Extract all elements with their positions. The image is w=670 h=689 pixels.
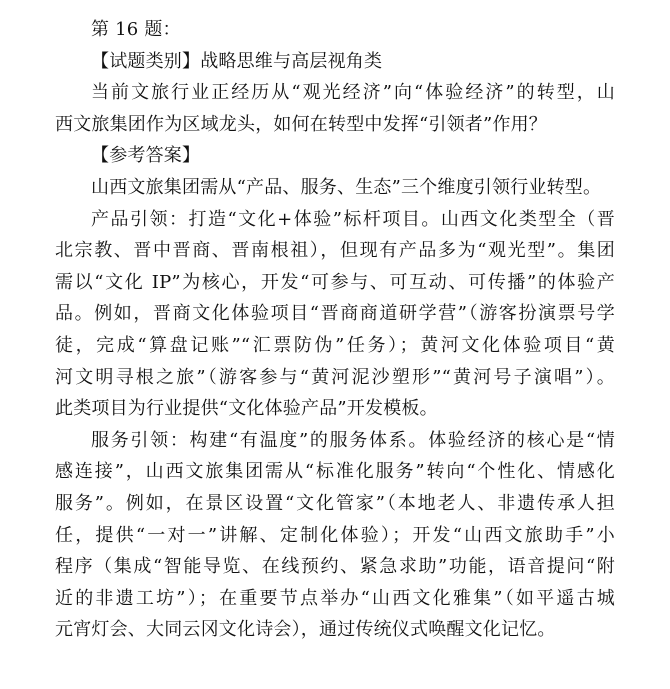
product-paragraph-line: 需以“文化 IP”为核心，开发“可参与、可互动、可传播”的体验产 [55,271,615,293]
product-paragraph-line: 品。例如，晋商文化体验项目“晋商商道研学营”（游客扮演票号学 [55,303,615,325]
service-paragraph-line: 服务引领：构建“有温度”的服务体系。体验经济的核心是“情 [91,429,615,451]
service-paragraph-line: 感连接”，山西文旅集团需从“标准化服务”转向“个性化、情感化 [55,461,615,483]
service-paragraph-line: 程序（集成“智能导览、在线预约、紧急求助”功能，语音提问“附 [55,556,615,578]
product-paragraph-line: 北宗教、晋中晋商、晋南根祖），但现有产品多为“观光型”。集团 [55,240,615,262]
question-text-line: 当前文旅行业正经历从“观光经济”向“体验经济”的转型，山 [91,82,615,104]
answer-label: 【参考答案】 [91,145,201,167]
question-number: 第 16 题： [91,19,181,40]
service-paragraph-line: 任，提供“一对一”讲解、定制化体验）；开发“山西文旅助手”小 [55,524,615,546]
service-paragraph-line: 服务”。例如，在景区设置“文化管家”（本地老人、非遗传承人担 [55,492,615,514]
product-paragraph-line: 产品引领：打造“文化+体验”标杆项目。山西文化类型全（晋 [91,208,615,230]
question-text-line: 西文旅集团作为区域龙头，如何在转型中发挥“引领者”作用？ [55,113,548,135]
answer-intro: 山西文旅集团需从“产品、服务、生态”三个维度引领行业转型。 [91,176,602,198]
document-page [55,14,615,646]
product-paragraph-line: 此类项目为行业提供“文化体验产品”开发模板。 [55,398,438,420]
service-paragraph-line: 元宵灯会、大同云冈文化诗会），通过传统仪式唤醒文化记忆。 [55,619,556,641]
service-paragraph-line: 近的非遗工坊”）；在重要节点举办“山西文化雅集”（如平遥古城 [55,587,615,609]
product-paragraph-line: 河文明寻根之旅”（游客参与“黄河泥沙塑形”“黄河号子演唱”）。 [55,366,615,388]
question-category: 【试题类别】战略思维与高层视角类 [91,50,383,72]
product-paragraph-line: 徒，完成“算盘记账”“汇票防伪”任务）；黄河文化体验项目“黄 [55,334,615,356]
